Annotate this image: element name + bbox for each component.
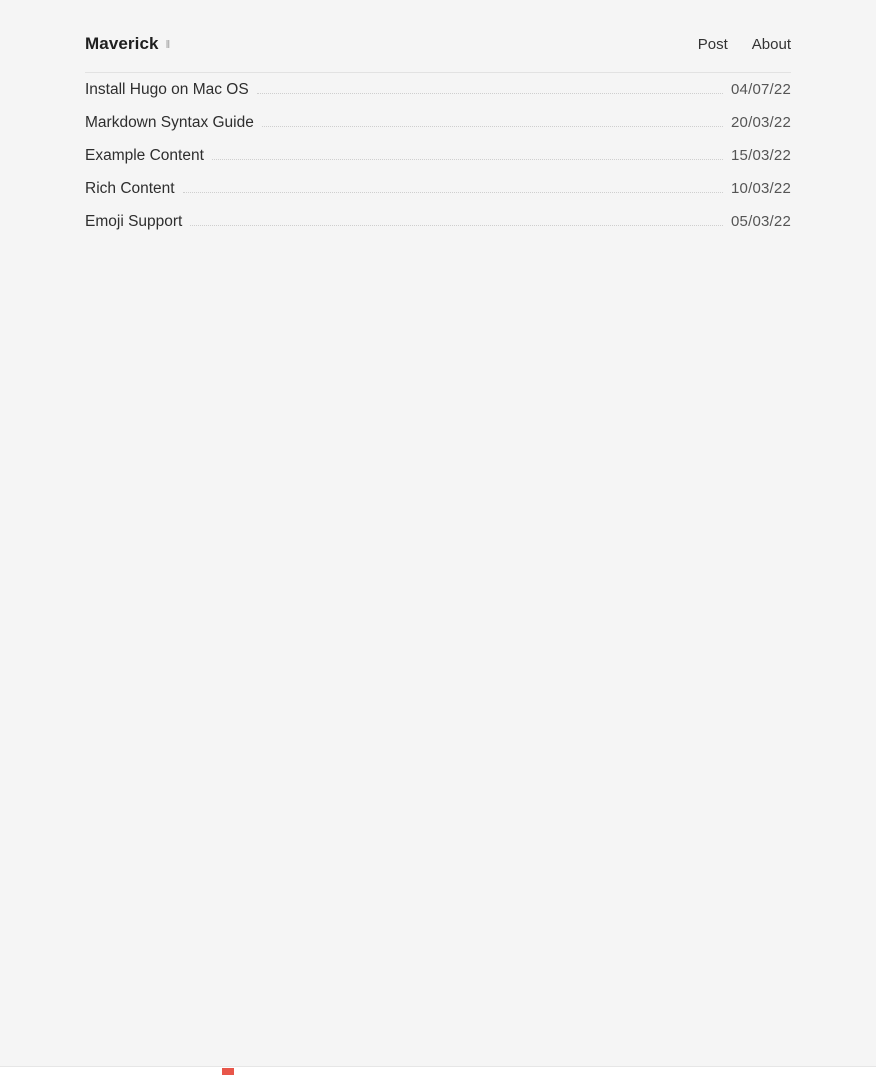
post-title-link[interactable]: Example Content (85, 147, 204, 164)
post-title-link[interactable]: Markdown Syntax Guide (85, 114, 254, 131)
list-item[interactable] (85, 73, 791, 106)
post-date: 04/07/22 (731, 81, 791, 98)
post-list (85, 73, 791, 238)
dotted-leader (257, 93, 723, 94)
content-container (85, 0, 791, 238)
nav-link-about[interactable]: About (751, 35, 791, 53)
site-header (85, 34, 791, 73)
post-title-link[interactable]: Rich Content (85, 180, 175, 197)
list-item[interactable] (85, 139, 791, 172)
dotted-leader (183, 192, 723, 193)
pause-bars-icon: ‖ (165, 39, 171, 51)
post-title-link[interactable]: Install Hugo on Mac OS (85, 81, 249, 98)
brand[interactable] (85, 34, 170, 54)
main-nav (698, 37, 791, 52)
dotted-leader (212, 159, 723, 160)
list-item[interactable] (85, 205, 791, 238)
list-item[interactable] (85, 106, 791, 139)
post-date: 20/03/22 (731, 114, 791, 131)
list-item[interactable] (85, 172, 791, 205)
accent-marker (222, 1068, 234, 1075)
post-date: 15/03/22 (731, 147, 791, 164)
window-bottom-edge (0, 1066, 876, 1075)
site-title[interactable]: Maverick (85, 34, 159, 53)
post-title-link[interactable]: Emoji Support (85, 213, 183, 230)
dotted-leader (190, 225, 723, 226)
nav-link-post[interactable]: Post (697, 35, 728, 53)
dotted-leader (262, 126, 723, 127)
post-date: 10/03/22 (731, 180, 791, 197)
post-date: 05/03/22 (731, 213, 791, 230)
